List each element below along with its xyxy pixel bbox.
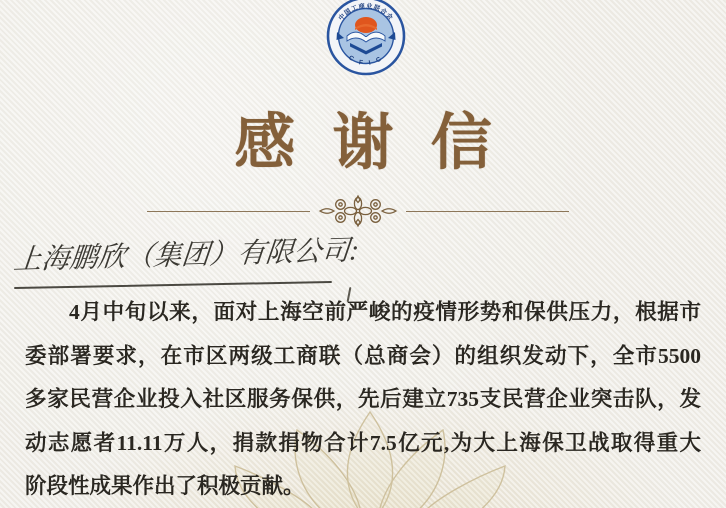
divider-line-left <box>147 211 310 212</box>
divider-line-right <box>406 211 569 212</box>
body-line-3: 多家民营企业投入社区服务保供，先后建立735支民营企业突击队，发 <box>25 387 701 411</box>
body-line-1: 4月中旬以来，面对上海空前严峻的疫情形势和保供压力，根据市 <box>69 300 701 324</box>
letter-body <box>25 291 701 508</box>
salutation-underline <box>14 281 332 289</box>
letter-title: 感 谢 信 <box>234 110 492 177</box>
handwritten-salutation: 上海鹏欣（集团）有限公司: <box>12 235 361 276</box>
logo-sun-icon <box>355 17 377 33</box>
title-divider <box>147 195 569 227</box>
cfic-logo <box>326 0 406 76</box>
logo-arc-bottom-text: C F I C <box>347 54 385 68</box>
body-line-4: 动志愿者11.11万人，捐款捐物合计7.5亿元,为大上海保卫战取得重大 <box>25 430 701 455</box>
logo-arc-top-text: 中国工商业联合会 <box>337 2 395 22</box>
body-line-2: 委部署要求，在市区两级工商联（总商会）的组织发动下，全市5500 <box>25 343 701 368</box>
fleuron-ornament-icon <box>310 195 406 227</box>
body-line-5: 阶段性成果作出了积极贡献。 <box>25 474 305 498</box>
